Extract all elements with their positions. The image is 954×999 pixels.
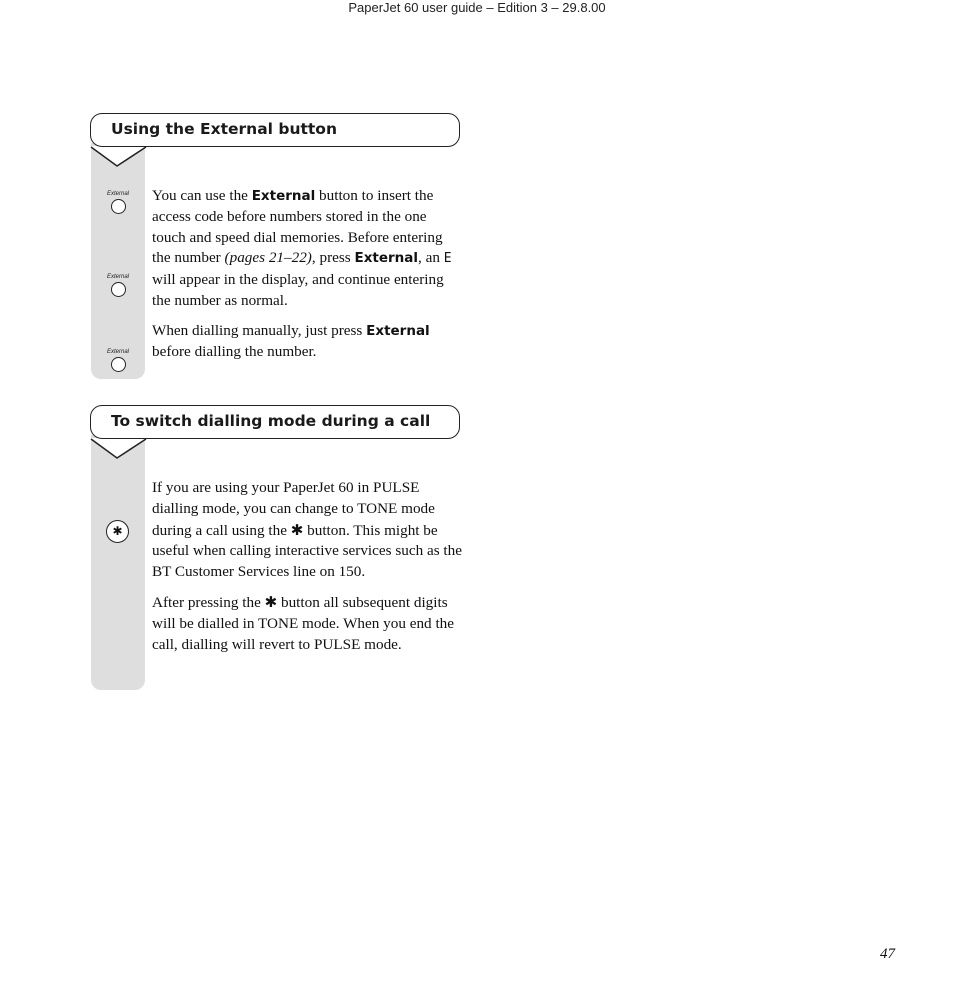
external-key-1 xyxy=(103,191,133,219)
external-button-icon xyxy=(111,357,126,372)
section-external-button xyxy=(90,113,460,383)
text: button all subsequent digits will be dialled in TONE mode. When you end the call, dialling will revert to PULSE mode. xyxy=(152,593,455,653)
paragraph xyxy=(152,592,462,655)
section-title: To switch dialling mode during a call xyxy=(111,412,431,430)
text: When dialling manually, just press xyxy=(152,321,367,339)
title-pointer xyxy=(90,438,150,462)
section-body xyxy=(152,186,462,371)
section-title-box xyxy=(90,405,460,439)
external-keyword: External xyxy=(366,322,430,339)
title-pointer xyxy=(90,146,150,170)
external-key-label: External xyxy=(106,274,129,280)
external-key-3 xyxy=(103,349,133,377)
text: , press xyxy=(311,249,355,267)
display-e-glyph: E xyxy=(443,251,452,267)
external-keyword: External xyxy=(354,250,419,267)
external-key-label: External xyxy=(106,349,129,355)
running-head: PaperJet 60 user guide – Edition 3 – 29.8.00 xyxy=(348,0,606,15)
text: You can use the xyxy=(152,187,252,204)
star-icon: ✱ xyxy=(264,592,278,611)
star-key-icon: ✱ xyxy=(106,520,129,543)
key-strip xyxy=(91,435,145,690)
paragraph xyxy=(152,478,462,583)
paragraph xyxy=(152,186,462,312)
text: button. This might be useful when calling interactive services such as the BT Customer Services line on 150. xyxy=(152,521,462,581)
page-reference: (pages 21–22) xyxy=(224,249,312,267)
external-button-icon xyxy=(111,282,126,297)
section-switch-dialling-mode xyxy=(90,405,460,695)
external-keyword: External xyxy=(251,188,316,204)
section-title-box xyxy=(90,113,460,147)
text: button to insert the access code before numbers stored in the one touch and speed dial memories. Before entering the number xyxy=(152,187,443,267)
external-button-icon xyxy=(111,199,126,214)
external-key-label: External xyxy=(106,191,129,197)
text: before dialling the number. xyxy=(152,342,317,360)
star-icon: ✱ xyxy=(290,520,304,539)
section-body xyxy=(152,478,462,664)
page-number: 47 xyxy=(880,946,895,962)
text: , an xyxy=(418,249,444,267)
section-title: Using the External button xyxy=(111,120,337,138)
text: After pressing the xyxy=(152,593,265,611)
paragraph xyxy=(152,321,462,363)
key-strip xyxy=(91,143,145,379)
external-key-2 xyxy=(103,274,133,302)
text: If you are using your PaperJet 60 in PULSE dialling mode, you can change to TONE mode during a call using the xyxy=(152,479,435,539)
text: will appear in the display, and continue entering the number as normal. xyxy=(152,271,444,309)
